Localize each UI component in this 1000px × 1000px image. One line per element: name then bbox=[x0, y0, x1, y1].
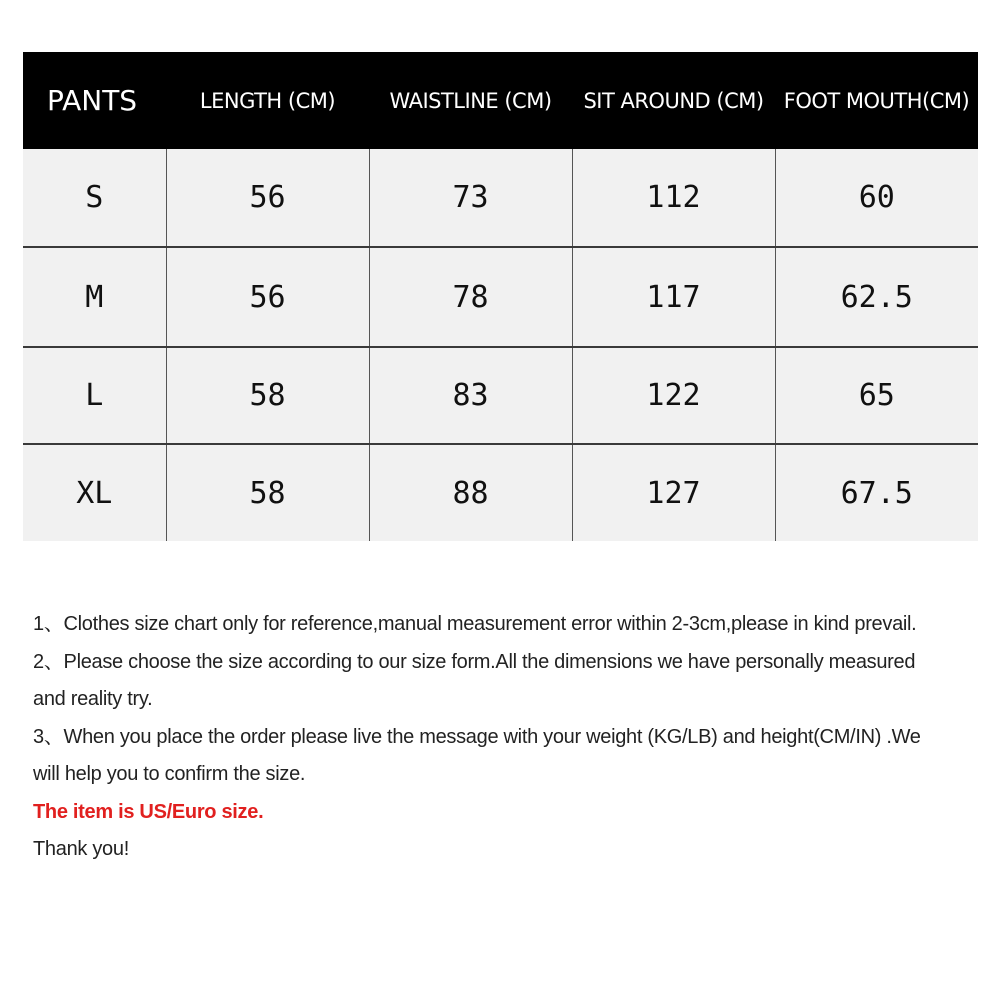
foot-mouth-value: 62.5 bbox=[775, 247, 978, 347]
header-waistline: WAISTLINE (CM) bbox=[369, 52, 572, 149]
sit-around-value: 112 bbox=[572, 149, 775, 247]
size-label: XL bbox=[23, 444, 166, 541]
length-value: 56 bbox=[166, 247, 369, 347]
table-header-row bbox=[23, 52, 978, 149]
header-foot-mouth: FOOT MOUTH(CM) bbox=[775, 52, 978, 149]
table-row bbox=[23, 347, 978, 444]
waistline-value: 83 bbox=[369, 347, 572, 444]
note-order-message: 3、When you place the order please live the message with your weight (KG/LB) and height(CM/IN) .We will help you to confirm the size. bbox=[33, 725, 921, 785]
header-length: LENGTH (CM) bbox=[166, 52, 369, 149]
table-row bbox=[23, 444, 978, 541]
size-label: L bbox=[23, 347, 166, 444]
sit-around-value: 117 bbox=[572, 247, 775, 347]
length-value: 56 bbox=[166, 149, 369, 247]
size-label: S bbox=[23, 149, 166, 247]
note-reference: 1、Clothes size chart only for reference,manual measurement error within 2-3cm,please in kind prevail. bbox=[33, 613, 917, 635]
foot-mouth-value: 60 bbox=[775, 149, 978, 247]
size-chart-table bbox=[23, 52, 978, 541]
size-standard-notice: The item is US/Euro size. bbox=[33, 800, 264, 823]
sit-around-value: 122 bbox=[572, 347, 775, 444]
foot-mouth-value: 65 bbox=[775, 347, 978, 444]
size-label: M bbox=[23, 247, 166, 347]
length-value: 58 bbox=[166, 444, 369, 541]
length-value: 58 bbox=[166, 347, 369, 444]
thank-you-text: Thank you! bbox=[33, 838, 129, 860]
waistline-value: 88 bbox=[369, 444, 572, 541]
waistline-value: 78 bbox=[369, 247, 572, 347]
table-row bbox=[23, 247, 978, 347]
header-sit-around: SIT AROUND (CM) bbox=[572, 52, 775, 149]
table-row bbox=[23, 149, 978, 247]
waistline-value: 73 bbox=[369, 149, 572, 247]
header-pants: PANTS bbox=[23, 52, 166, 149]
size-notes bbox=[33, 606, 933, 869]
foot-mouth-value: 67.5 bbox=[775, 444, 978, 541]
note-choose-size: 2、Please choose the size according to our size form.All the dimensions we have personally measured and reality try. bbox=[33, 650, 916, 710]
sit-around-value: 127 bbox=[572, 444, 775, 541]
